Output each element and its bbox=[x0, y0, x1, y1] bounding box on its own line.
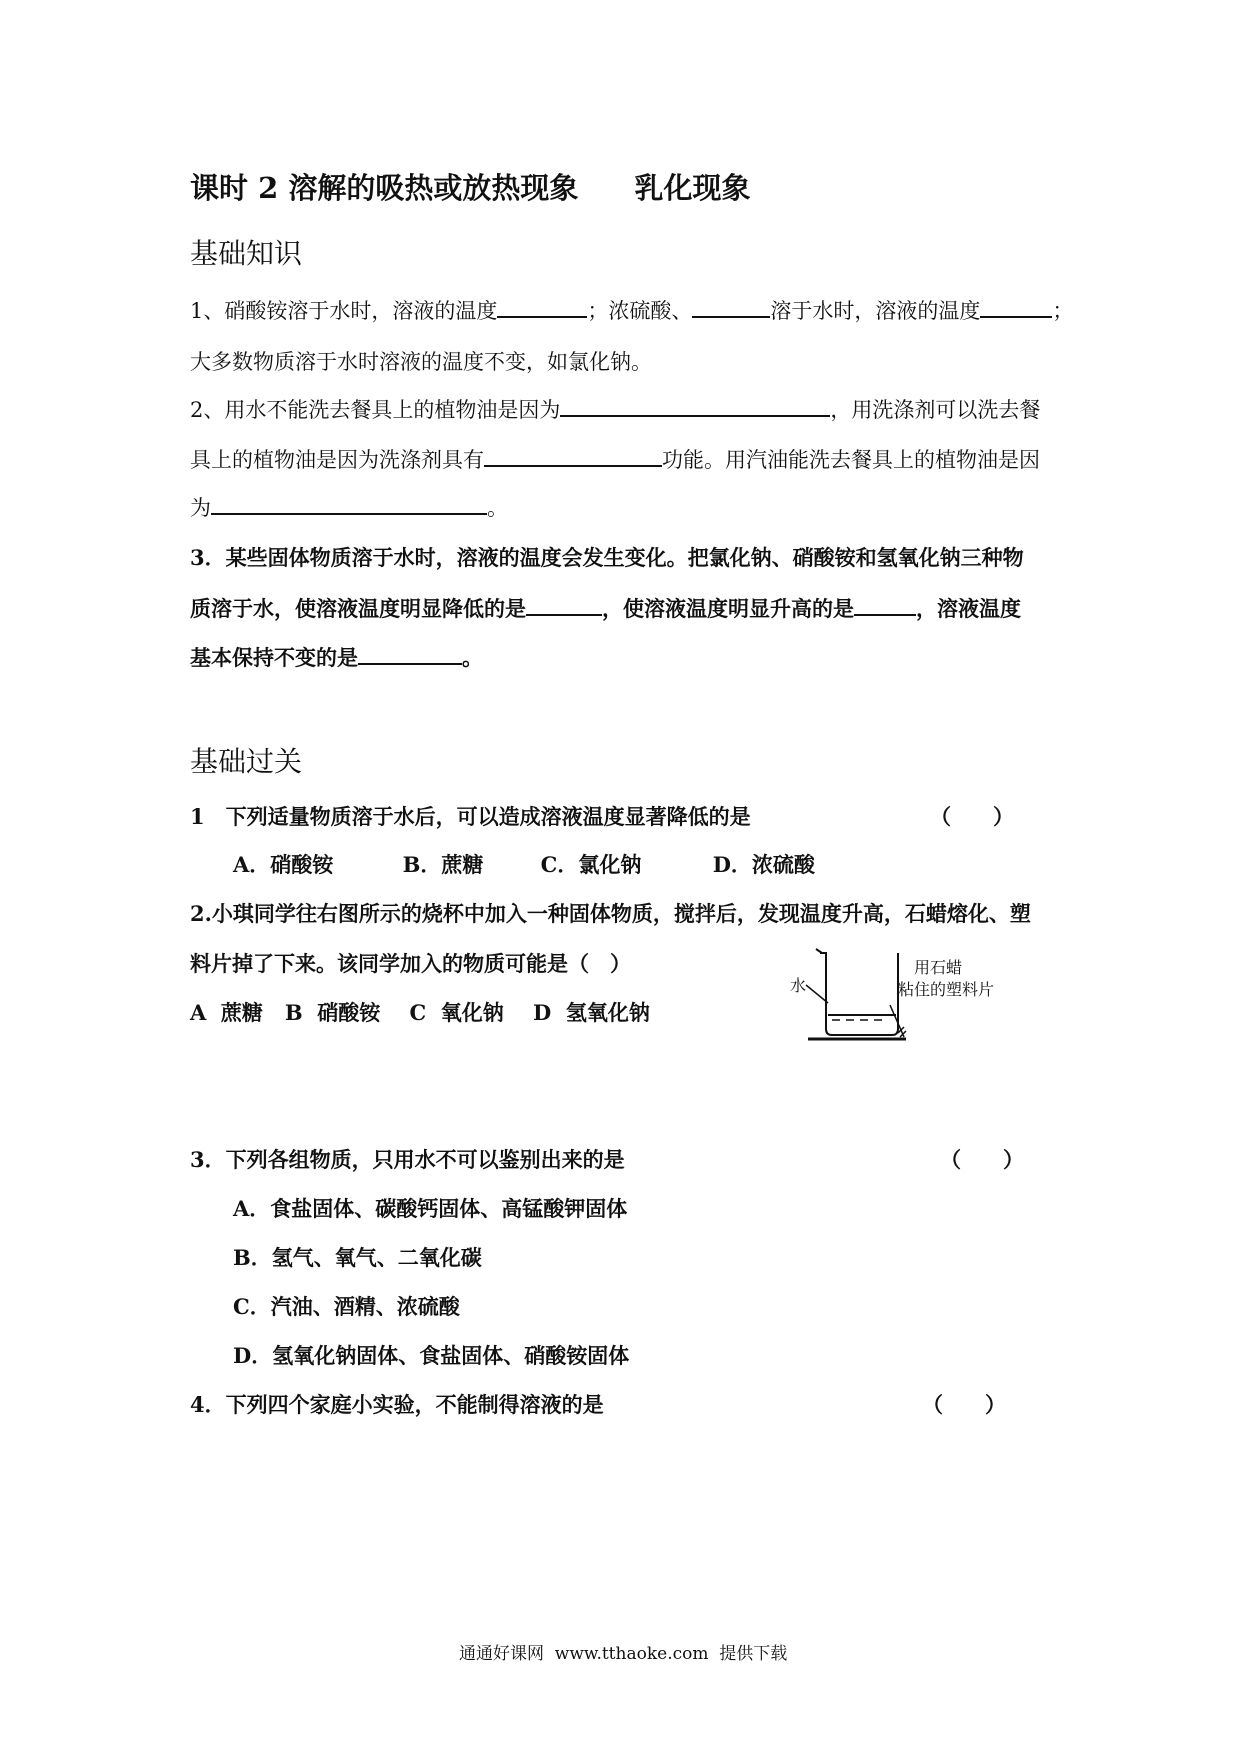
practice-q3-option-d[interactable]: D．氢氧化钠固体、食盐固体、硝酸铵固体 bbox=[233, 1343, 630, 1368]
option-b[interactable]: B．蔗糖 bbox=[402, 852, 484, 877]
practice-q4-stem: 4．下列四个家庭小实验，不能制得溶液的是 bbox=[190, 1392, 604, 1417]
answer-blank[interactable] bbox=[211, 491, 487, 515]
beaker-outline bbox=[820, 953, 898, 1035]
knowledge-q2-line1 bbox=[190, 393, 1040, 424]
practice-q1-answer-paren[interactable]: （ ） bbox=[930, 804, 1014, 829]
knowledge-q2-text: ，用洗涤剂可以洗去餐 bbox=[830, 398, 1041, 422]
knowledge-q1-text: ；浓硫酸、 bbox=[587, 299, 693, 323]
knowledge-q3-text: ，使溶液温度明显升高的是 bbox=[602, 596, 854, 621]
knowledge-q2-line3 bbox=[190, 491, 508, 522]
title-sub: 乳化现象 bbox=[634, 171, 751, 205]
page-title bbox=[190, 166, 751, 207]
knowledge-q3-line1: 3．某些固体物质溶于水时，溶液的温度会发生变化。把氯化钠、硝酸铵和氢氧化钠三种物 bbox=[190, 545, 1024, 570]
knowledge-q1-line2: 大多数物质溶于水时溶液的温度不变，如氯化钠。 bbox=[190, 350, 652, 374]
footer-source: 通通好课网 www.tthaoke.com 提供下载 bbox=[459, 1644, 788, 1664]
answer-blank[interactable] bbox=[526, 592, 602, 616]
knowledge-q2-text: 。 bbox=[487, 496, 508, 520]
practice-q1-stem: 1 下列适量物质溶于水后，可以造成溶液温度显著降低的是 bbox=[190, 804, 751, 829]
practice-q2-line2: 料片掉了下来。该同学加入的物质可能是（ ） bbox=[190, 951, 631, 976]
option-a[interactable]: A．硝酸铵 bbox=[233, 852, 334, 877]
figure-sheet-label-2: 粘住的塑料片 bbox=[898, 980, 995, 999]
figure-water-label: 水 bbox=[790, 976, 807, 995]
answer-blank[interactable] bbox=[854, 592, 916, 616]
water-pointer bbox=[806, 985, 828, 1003]
beaker-figure bbox=[786, 937, 1016, 1047]
option-d[interactable]: D．浓硫酸 bbox=[712, 852, 815, 877]
practice-q3-stem: 3．下列各组物质，只用水不可以鉴别出来的是 bbox=[190, 1147, 625, 1172]
knowledge-q3-text: 质溶于水，使溶液温度明显降低的是 bbox=[190, 596, 526, 621]
knowledge-q3-line2 bbox=[190, 592, 1021, 623]
knowledge-q1-text: 1、硝酸铵溶于水时，溶液的温度 bbox=[190, 299, 498, 323]
answer-blank[interactable] bbox=[484, 443, 662, 467]
knowledge-q3-line3 bbox=[190, 641, 483, 672]
answer-blank[interactable] bbox=[497, 294, 587, 318]
knowledge-q1-line1 bbox=[190, 294, 1073, 325]
section-basic-knowledge: 基础知识 bbox=[190, 237, 303, 270]
knowledge-q2-line2 bbox=[190, 443, 1040, 474]
figure-sheet-label-1: 用石蜡 bbox=[914, 958, 963, 977]
practice-q3-option-c[interactable]: C．汽油、酒精、浓硫酸 bbox=[233, 1294, 460, 1319]
option-c[interactable]: C．氯化钠 bbox=[540, 852, 642, 877]
knowledge-q1-text: 溶于水时，溶液的温度 bbox=[770, 299, 981, 323]
knowledge-q2-text: 为 bbox=[190, 496, 211, 520]
knowledge-q3-text: 。 bbox=[462, 645, 483, 670]
knowledge-q2-text: 具上的植物油是因为洗涤剂具有 bbox=[190, 448, 484, 472]
knowledge-q1-text: ； bbox=[1052, 299, 1074, 323]
practice-q3-option-a[interactable]: A．食盐固体、碳酸钙固体、高锰酸钾固体 bbox=[233, 1196, 628, 1221]
section-basic-practice: 基础过关 bbox=[190, 745, 303, 778]
practice-q2-line1: 2.小琪同学往右图所示的烧杯中加入一种固体物质，搅拌后，发现温度升高，石蜡熔化、塑 bbox=[190, 901, 1031, 926]
title-main: 课时 2 溶解的吸热或放热现象 bbox=[190, 171, 579, 205]
practice-q2-options[interactable]: A 蔗糖 B 硝酸铵 C 氧化钠 D 氢氧化钠 bbox=[190, 1000, 650, 1025]
answer-blank[interactable] bbox=[560, 393, 830, 417]
answer-blank[interactable] bbox=[358, 641, 462, 665]
practice-q3-option-b[interactable]: B．氢气、氧气、二氧化碳 bbox=[233, 1245, 482, 1270]
knowledge-q3-text: ，溶液温度 bbox=[916, 596, 1021, 621]
knowledge-q3-text: 基本保持不变的是 bbox=[190, 645, 358, 670]
answer-blank[interactable] bbox=[692, 294, 770, 318]
answer-blank[interactable] bbox=[980, 294, 1052, 318]
practice-q1-options bbox=[233, 849, 815, 879]
practice-q4-answer-paren[interactable]: （ ） bbox=[922, 1392, 1006, 1417]
knowledge-q2-text: 2、用水不能洗去餐具上的植物油是因为 bbox=[190, 398, 561, 422]
beaker-spout bbox=[816, 949, 822, 953]
knowledge-q2-text: 功能。用汽油能洗去餐具上的植物油是因 bbox=[662, 448, 1040, 472]
practice-q3-answer-paren[interactable]: （ ） bbox=[940, 1147, 1024, 1172]
